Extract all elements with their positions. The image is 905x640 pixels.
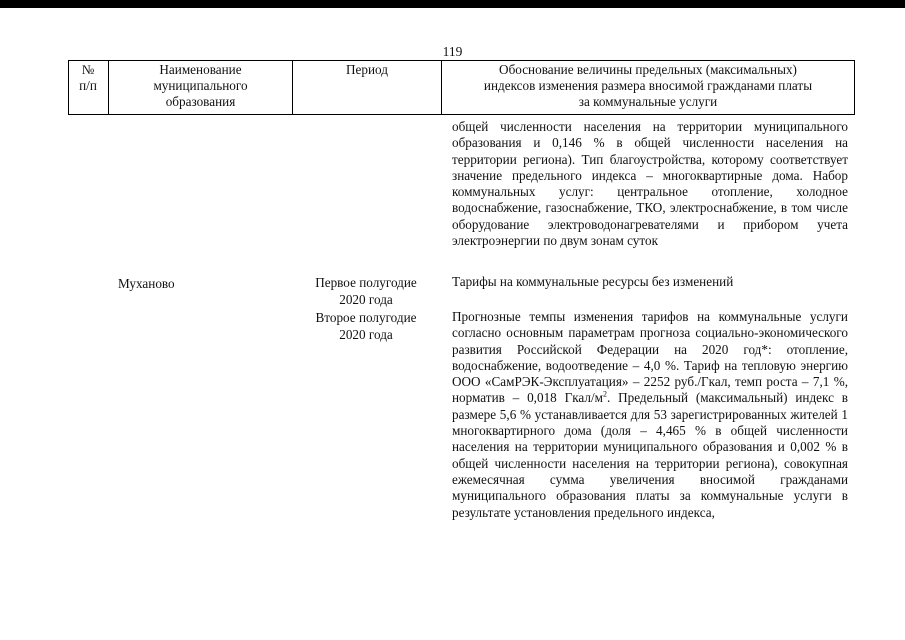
header-municipality-line: образования xyxy=(165,94,236,109)
period-first-half xyxy=(302,274,430,308)
period-second-line: 2020 года xyxy=(339,327,393,342)
period-second-half xyxy=(302,309,430,343)
table-right-border xyxy=(854,60,855,114)
basis-second-paragraph xyxy=(452,309,848,521)
header-basis-line: индексов изменения размера вносимой гражданами платы xyxy=(483,78,813,93)
header-basis-line: за коммунальные услуги xyxy=(578,94,718,109)
basis-second-half xyxy=(452,309,848,521)
page-number: 119 xyxy=(442,44,463,59)
header-municipality xyxy=(109,62,292,110)
table-top-border xyxy=(68,60,855,61)
continuation-paragraph: общей численности населения на территории муниципального образования и 0,146 % в общей численности населения на территории региона). Тип благоустройства, которому соответствует значение предельного индекса – многоквартирные дома. Набор коммунальных услуг: центральное отопление, холодное водоснабжение, газоснабжение, ТКО, электроснабжение, в том числе оборудование электроводонагревателями и прибором учета электроэнергии по двум зонам суток xyxy=(452,119,848,249)
basis-first-paragraph: Тарифы на коммунальные ресурсы без изменений xyxy=(452,274,734,289)
basis-first-half xyxy=(452,274,848,290)
header-period xyxy=(293,62,441,78)
period-first-line: Первое полугодие xyxy=(315,275,417,290)
table-header-bottom-border xyxy=(68,114,855,115)
header-number xyxy=(68,62,108,94)
period-first-line: 2020 года xyxy=(339,292,393,307)
continuation-text xyxy=(452,119,848,249)
header-period-line: Период xyxy=(346,62,388,77)
scan-top-border xyxy=(0,0,905,8)
header-number-line: № xyxy=(81,62,95,77)
header-municipality-line: муниципального xyxy=(153,78,248,93)
header-municipality-line: Наименование xyxy=(159,62,242,77)
superscript-exponent: 2 xyxy=(602,390,607,400)
basis-text-part: Прогнозные темпы изменения тарифов на коммунальные услуги согласно основным параметрам прогноза социально-экономического развития Российской Федерации на 2020 год*: отопление, водоснабжение, водоотведение – 4,0 %. Тариф на тепловую энергию ООО «СамРЭК-Эксплуатация» – 2252 руб./Гкал, темп роста – 7,1 %, норматив – 0,018 Гкал/м xyxy=(452,309,848,406)
municipality-name: Муханово xyxy=(118,276,175,291)
period-second-line: Второе полугодие xyxy=(315,310,417,325)
basis-text-part: . Предельный (максимальный) индекс в размере 5,6 % устанавливается для 53 зарегистрированных жителей 1 многоквартирного дома (доля – 4,465 % в общей численности населения на территории муниципального образования и 0,002 % в общей численности населения на территории региона), совокупная ежемесячная сумма увеличения вносимой гражданами муниципального образования платы за коммунальные услуги в результате установления предельного индекса, xyxy=(452,390,848,520)
header-basis xyxy=(442,62,854,110)
header-basis-line: Обоснование величины предельных (максимальных) xyxy=(499,62,797,77)
header-number-line: п/п xyxy=(79,78,97,93)
